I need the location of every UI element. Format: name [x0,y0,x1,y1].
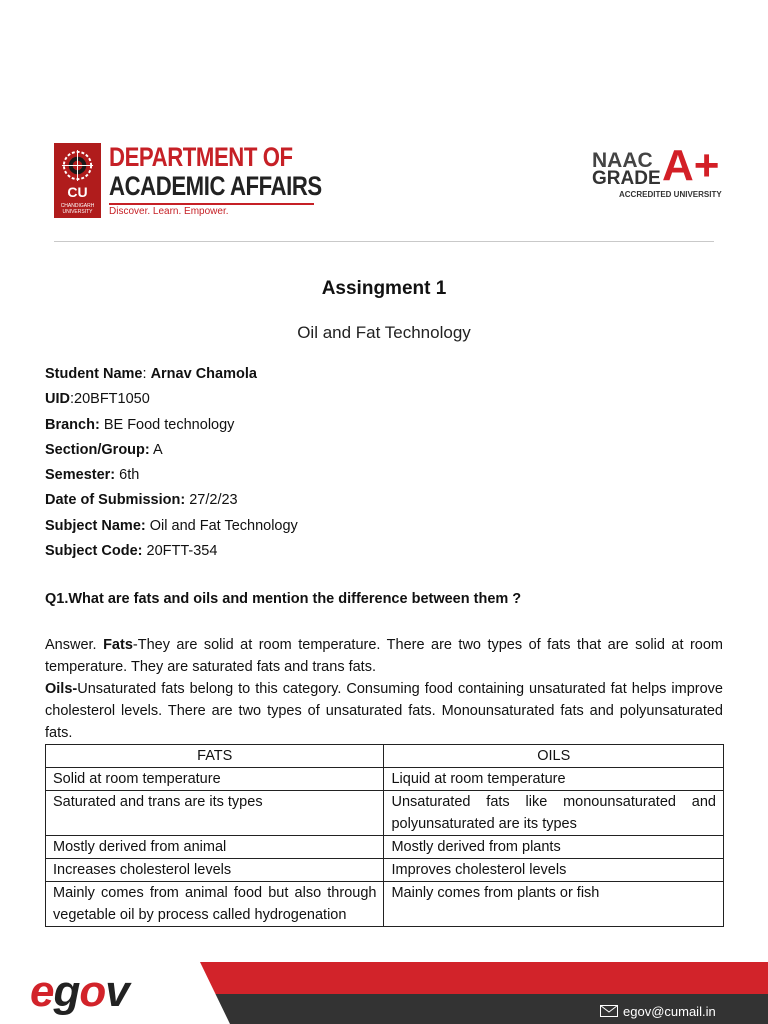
table-row [46,882,724,927]
info-sep: : [142,366,151,382]
logo-letter-e: e [30,967,54,1016]
table-cell: Solid at room temperature [46,768,384,791]
document-title: Assingment 1 [321,278,447,299]
info-label: Date of Submission: [45,492,186,509]
naac-word: NAAC [592,149,653,172]
department-name-line1: DEPARTMENT OF [109,142,293,172]
grade-value: A+ [662,141,720,190]
table-cell: Improves cholesterol levels [384,859,724,882]
info-row [45,363,725,388]
info-row [45,464,725,489]
department-name-line2: ACADEMIC AFFAIRS [109,171,322,201]
info-value: 20FTT-354 [146,543,218,560]
emblem-icon [60,148,95,183]
info-value: 27/2/23 [189,492,238,509]
info-row [45,489,725,514]
table-cell: Mainly comes from animal food but also through vegetable oil by process called hydrogenation [46,882,384,927]
header-divider [54,241,714,242]
fats-term: Fats [103,637,133,653]
info-value: 6th [119,467,140,484]
info-row [45,388,725,413]
info-row [45,414,725,439]
table-cell: Unsaturated fats like monounsaturated and polyunsaturated are its types [384,791,724,836]
table-row [46,768,724,791]
student-info [45,363,725,565]
comparison-table [45,744,724,927]
logo-letter-g: g [53,967,80,1016]
logo-subtext: CHANDIGARH UNIVERSITY [60,203,95,215]
department-underline [109,203,314,205]
table-header-row [46,745,724,768]
accredited-label: ACCREDITED UNIVERSITY [619,190,722,199]
info-row [45,515,725,540]
oils-text: Unsaturated fats belong to this category. Consuming food containing unsaturated fat helps improve cholesterol levels. There are two types of unsaturated fats. Monounsaturated fats and polyunsaturated fats. [45,681,723,741]
info-value: Oil and Fat Technology [149,517,298,534]
info-value: A [152,441,163,458]
table-cell: Increases cholesterol levels [46,859,384,882]
info-label: Branch: [45,416,100,433]
info-value: Arnav Chamola [150,366,257,382]
info-value: 20BFT1050 [74,391,150,408]
answer-oils-paragraph [45,678,723,744]
grade-word: GRADE [592,168,661,189]
info-value: BE Food technology [103,416,235,433]
letterhead [0,0,768,250]
mail-icon [600,1005,618,1017]
footer-email[interactable] [600,1002,716,1020]
table-cell: Saturated and trans are its types [46,791,384,836]
info-row [45,439,725,464]
table-header-cell: FATS [46,745,384,768]
table-header-cell: OILS [384,745,724,768]
university-logo [54,143,101,218]
question-heading: Q1.What are fats and oils and mention the difference between them ? [45,591,522,607]
answer-prefix: Answer. [45,637,104,653]
info-label: UID [45,391,70,408]
table-cell: Mostly derived from animal [46,836,384,859]
naac-badge [592,141,722,205]
logo-letter-v: v [105,967,129,1016]
table-cell: Liquid at room temperature [384,768,724,791]
info-label: Semester: [45,467,116,484]
info-row [45,540,725,565]
table-cell: Mostly derived from plants [384,836,724,859]
info-label: Student Name [45,366,143,382]
answer-fats-paragraph [45,634,723,678]
oils-term: Oils- [45,681,78,697]
table-cell: Mainly comes from plants or fish [384,882,724,927]
table-row [46,859,724,882]
logo-text: CU [67,184,88,200]
info-label: Section/Group: [45,441,150,458]
tagline: Discover. Learn. Empower. [109,206,229,217]
table-row [46,836,724,859]
logo-letter-o: o [79,967,106,1016]
document-subtitle: Oil and Fat Technology [297,323,471,342]
email-link[interactable]: egov@cumail.in [623,1003,716,1019]
info-sep: : [69,391,75,408]
fats-text: -They are solid at room temperature. There are two types of fats that are solid at room temperature. They are saturated fats and trans fats. [45,637,723,675]
info-label: Subject Name: [45,517,146,534]
info-label: Subject Code: [45,543,143,560]
table-row [46,791,724,836]
egov-logo [30,967,129,1017]
